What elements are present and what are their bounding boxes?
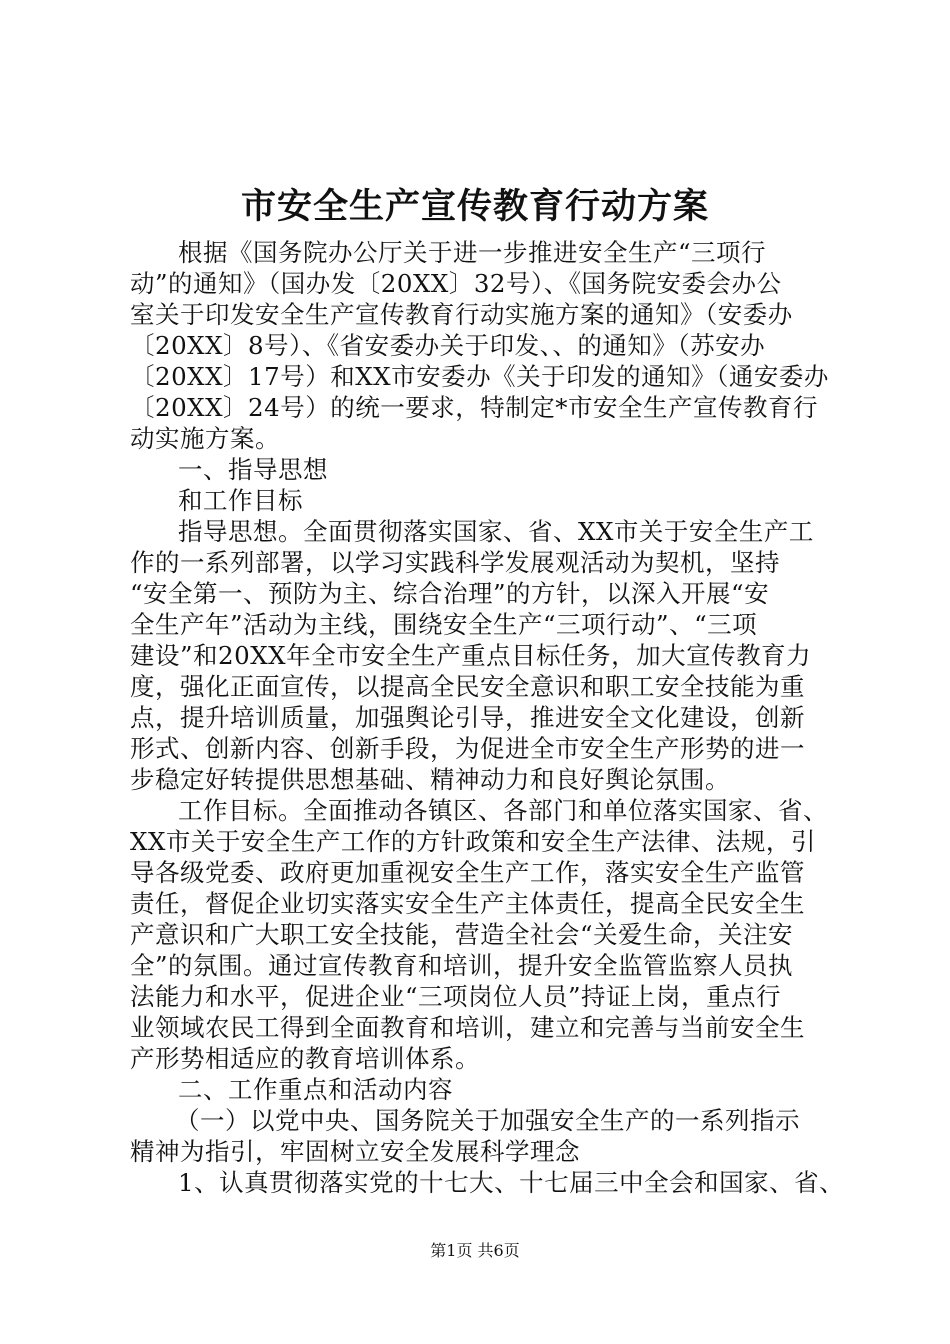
section-heading-continuation: 和工作目标 [178, 486, 303, 515]
body-line: 室关于印发安全生产宣传教育行动实施方案的通知》（安委办 [130, 300, 793, 329]
body-line: 形式、创新内容、创新手段，为促进全市安全生产形势的进一 [130, 734, 805, 763]
body-line: 步稳定好转提供思想基础、精神动力和良好舆论氛围。 [130, 765, 730, 794]
body-line: 点，提升培训质量，加强舆论引导，推进安全文化建设，创新 [130, 703, 805, 732]
body-line: 作的一系列部署，以学习实践科学发展观活动为契机，坚持 [130, 548, 780, 577]
body-line: 动”的通知》（国办发〔20XX〕32号）、《国务院安委会办公 [130, 269, 782, 298]
body-line: 〔20XX〕17号）和XX市安委办《关于印发的通知》（通安委办 [130, 362, 829, 391]
section-heading: 一、指导思想 [178, 455, 328, 484]
section-heading: 二、工作重点和活动内容 [178, 1075, 453, 1104]
page-number-footer: 第1页 共6页 [430, 1241, 520, 1260]
body-line: “安全第一、预防为主、综合治理”的方针，以深入开展“安 [130, 579, 770, 608]
body-line: 工作目标。全面推动各镇区、各部门和单位落实国家、省、 [178, 796, 828, 825]
subsection-heading: （一）以党中央、国务院关于加强安全生产的一系列指示 [175, 1106, 800, 1135]
subsection-heading-continuation: 精神为指引，牢固树立安全发展科学理念 [130, 1137, 580, 1166]
body-line: 度，强化正面宣传，以提高全民安全意识和职工安全技能为重 [130, 672, 805, 701]
body-line: 全”的氛围。通过宣传教育和培训，提升安全监管监察人员执 [130, 951, 794, 980]
body-line: 业领域农民工得到全面教育和培训，建立和完善与当前安全生 [130, 1013, 805, 1042]
body-line: 指导思想。全面贯彻落实国家、省、XX市关于安全生产工 [178, 517, 814, 546]
body-line: 根据《国务院办公厅关于进一步推进安全生产“三项行 [178, 238, 767, 267]
body-line: XX市关于安全生产工作的方针政策和安全生产法律、法规，引 [130, 827, 816, 856]
document-body [130, 237, 845, 1198]
document-title: 市安全生产宣传教育行动方案 [240, 186, 709, 227]
body-line: 导各级党委、政府更加重视安全生产工作，落实安全生产监管 [130, 858, 805, 887]
body-line: 责任，督促企业切实落实安全生产主体责任，提高全民安全生 [130, 889, 805, 918]
body-line: 产形势相适应的教育培训体系。 [130, 1044, 480, 1073]
body-line: 〔20XX〕24号）的统一要求，特制定*市安全生产宣传教育行 [130, 393, 818, 422]
body-line: 1、认真贯彻落实党的十七大、十七届三中全会和国家、省、 [178, 1168, 845, 1197]
body-line: 法能力和水平，促进企业“三项岗位人员”持证上岗，重点行 [130, 982, 782, 1011]
body-line: 〔20XX〕8号）、《省安委办关于印发、、的通知》（苏安办 [130, 331, 766, 360]
body-line: 建设”和20XX年全市安全生产重点目标任务，加大宣传教育力 [130, 641, 812, 670]
body-line: 动实施方案。 [130, 424, 280, 453]
body-line: 产意识和广大职工安全技能，营造全社会“关爱生命，关注安 [130, 920, 794, 949]
body-line: 全生产年”活动为主线，围绕安全生产“三项行动”、“三项 [130, 610, 758, 639]
